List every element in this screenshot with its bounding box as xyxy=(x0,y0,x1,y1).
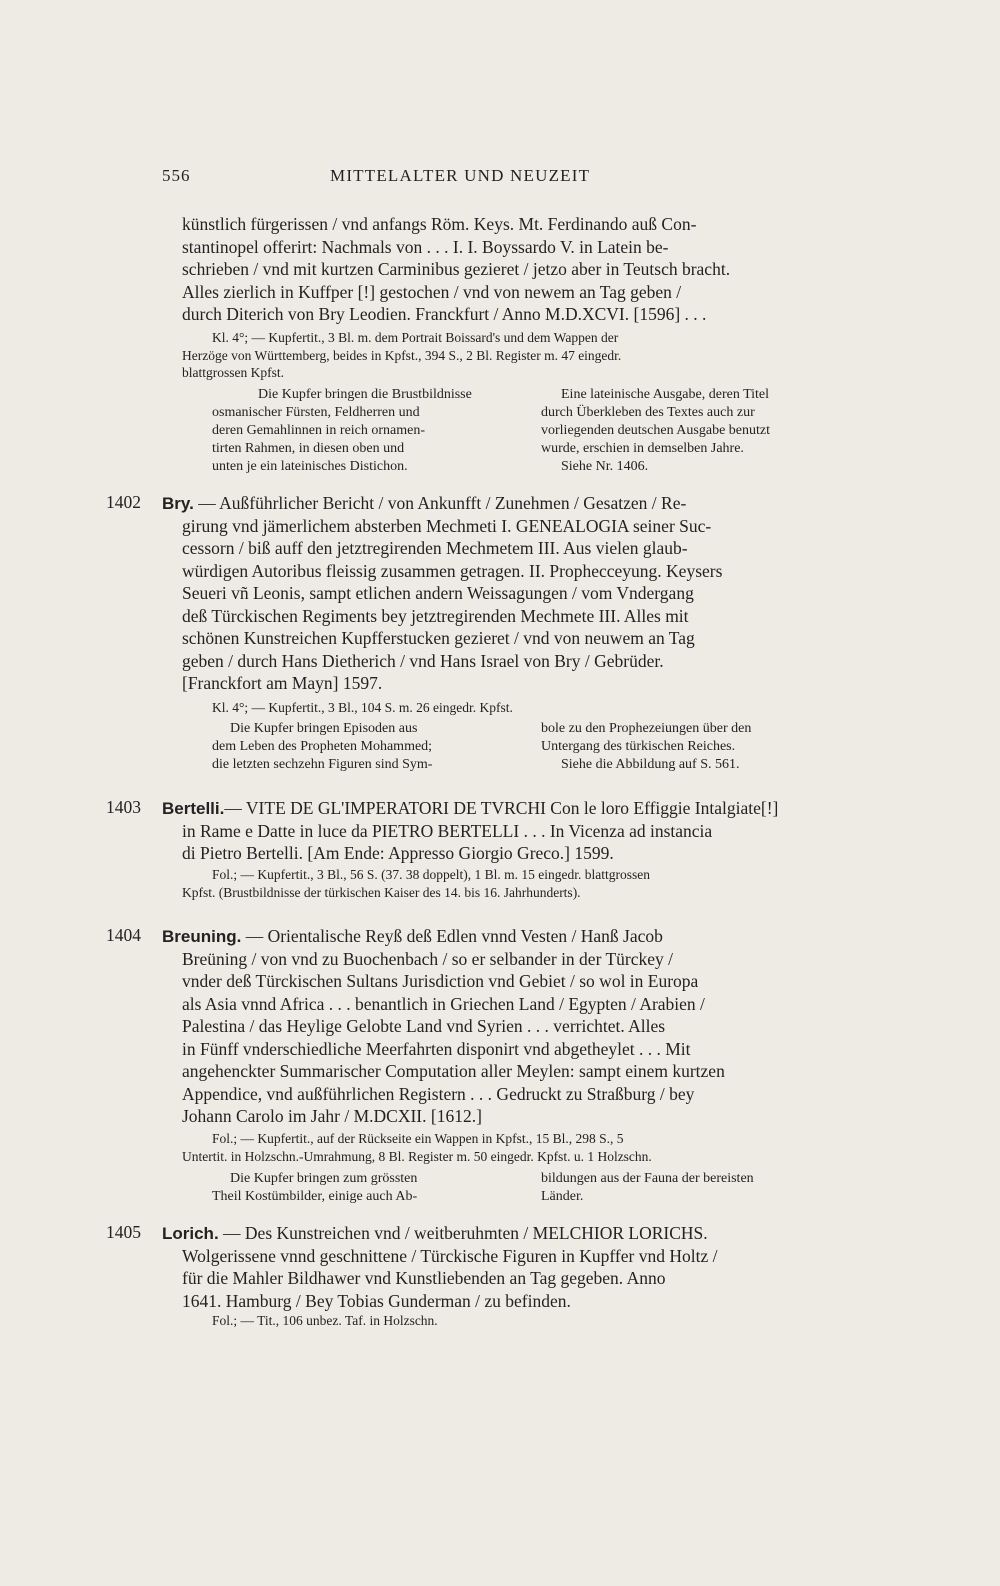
text-line: — Außführlicher Bericht / von Ankunfft / Zunehmen / Gesatzen / Re- xyxy=(198,493,687,513)
text-line: schönen Kunstreichen Kupfferstucken gezieret / vnd von neuwem an Tag xyxy=(182,628,695,648)
text-line: künstlich fürgerissen / vnd anfangs Röm. Keys. Mt. Ferdinando auß Con- xyxy=(182,214,697,234)
entry-1404-note-left xyxy=(212,1170,417,1206)
continued-entry-collation xyxy=(182,329,848,382)
text-line: Eine lateinische Ausgabe, deren Titel xyxy=(561,387,770,402)
entry-number: 1405 xyxy=(106,1222,141,1242)
entry-author: Breuning. xyxy=(162,927,242,946)
text-line: vnder deß Türckischen Sultans Jurisdiction vnd Gebiet / so wol in Europa xyxy=(182,971,699,991)
continued-entry-note-left xyxy=(212,386,472,476)
continued-entry-note-right xyxy=(541,386,770,476)
text-line: würdigen Autoribus fleissig zusammen getragen. II. Prophecceyung. Keysers xyxy=(182,560,723,581)
text-line: — Des Kunstreichen vnd / weitberuhmten / MELCHIOR LORICHS. xyxy=(223,1223,708,1243)
text-line: stantinopel offerirt: Nachmals von . . . I. I. Boyssardo V. in Latein be- xyxy=(182,236,669,257)
text-line: Fol.; — Tit., 106 unbez. Taf. in Holzschn. xyxy=(212,1313,438,1328)
entry-1404-note-right xyxy=(541,1170,754,1206)
text-line: vorliegenden deutschen Ausgabe benutzt xyxy=(541,423,770,438)
text-line: bildungen aus der Fauna der bereisten xyxy=(541,1171,754,1186)
text-line: Länder. xyxy=(541,1189,584,1204)
page-number: 556 xyxy=(162,166,191,185)
running-title: MITTELALTER UND NEUZEIT xyxy=(330,166,591,185)
text-line: [Franckfort am Mayn] 1597. xyxy=(182,673,383,693)
text-line: Johann Carolo im Jahr / M.DCXII. [1612.] xyxy=(182,1106,482,1126)
text-line: dem Leben des Propheten Mohammed; xyxy=(212,739,433,754)
continued-entry-title xyxy=(182,213,848,326)
text-line: di Pietro Bertelli. [Am Ende: Appresso Giorgio Greco.] 1599. xyxy=(182,843,614,863)
text-line: Fol.; — Kupfertit., auf der Rückseite ein Wappen in Kpfst., 15 Bl., 298 S., 5 xyxy=(212,1131,624,1146)
text-line: blattgrossen Kpfst. xyxy=(182,365,284,380)
entry-1402-note-left xyxy=(212,720,432,774)
entry-number: 1402 xyxy=(106,492,141,512)
text-line: unten je ein lateinisches Distichon. xyxy=(212,459,408,474)
text-line: Kl. 4°; — Kupfertit., 3 Bl. m. dem Portrait Boissard's und dem Wappen der xyxy=(212,330,619,345)
entry-1403-title-cont xyxy=(182,820,848,865)
text-line: deren Gemahlinnen in reich ornamen- xyxy=(212,423,426,438)
text-line: Seueri vñ Leonis, sampt etlichen andern Weissagungen / vom Vndergang xyxy=(182,583,694,603)
text-line: cessorn / biß auff den jetztregirenden Mechmetem III. Aus vielen glaub- xyxy=(182,538,688,558)
text-line: die letzten sechzehn Figuren sind Sym- xyxy=(212,757,433,772)
entry-1405-collation xyxy=(182,1312,848,1330)
text-line: Wolgerissene vnnd geschnittene / Türckische Figuren in Kupffer vnd Holtz / xyxy=(182,1245,718,1266)
entry-number: 1404 xyxy=(106,925,141,945)
entry-1402-note-right xyxy=(541,720,751,774)
text-line: schrieben / vnd mit kurtzen Carminibus gezieret / jetzo aber in Teutsch bracht. xyxy=(182,259,731,279)
entry-1404-collation xyxy=(182,1130,848,1165)
text-line: 1641. Hamburg / Bey Tobias Gunderman / zu befinden. xyxy=(182,1290,571,1311)
text-line: Kpfst. (Brustbildnisse der türkischen Kaiser des 14. bis 16. Jahrhunderts). xyxy=(182,884,581,900)
text-line: Die Kupfer bringen zum grössten xyxy=(230,1171,418,1186)
text-line: bole zu den Prophezeiungen über den xyxy=(541,721,752,736)
text-line: tirten Rahmen, in diesen oben und xyxy=(212,441,405,456)
text-line: Siehe die Abbildung auf S. 561. xyxy=(561,757,740,772)
text-line: girung vnd jämerlichem absterben Mechmeti I. GENEALOGIA seiner Suc- xyxy=(182,515,712,536)
text-line: — Orientalische Reyß deß Edlen vnnd Vesten / Hanß Jacob xyxy=(245,926,663,946)
text-line: Breüning / von vnd zu Buochenbach / so er selbander in der Türckey / xyxy=(182,948,673,969)
entry-1403-collation xyxy=(182,866,848,901)
text-line: osmanischer Fürsten, Feldherren und xyxy=(212,405,420,420)
text-line: Kl. 4°; — Kupfertit., 3 Bl., 104 S. m. 26 eingedr. Kpfst. xyxy=(212,700,513,715)
text-line: Die Kupfer bringen Episoden aus xyxy=(230,721,418,736)
text-line: Theil Kostümbilder, einige auch Ab- xyxy=(212,1189,418,1204)
entry-author: Lorich. xyxy=(162,1224,219,1243)
text-line: in Rame e Datte in luce da PIETRO BERTELLI . . . In Vicenza ad instancia xyxy=(182,820,713,841)
text-line: wurde, erschien in demselben Jahre. xyxy=(541,441,744,456)
text-line: durch Diterich von Bry Leodien. Franckfurt / Anno M.D.XCVI. [1596] . . . xyxy=(182,304,707,324)
entry-number: 1403 xyxy=(106,797,141,817)
text-line: geben / durch Hans Dietherich / vnd Hans Israel von Bry / Gebrüder. xyxy=(182,650,664,671)
text-line: Fol.; — Kupfertit., 3 Bl., 56 S. (37. 38 doppelt), 1 Bl. m. 15 eingedr. blattgrossen xyxy=(212,867,650,882)
text-line: Siehe Nr. 1406. xyxy=(561,459,649,474)
text-line: Palestina / das Heylige Gelobte Land vnd Syrien . . . verrichtet. Alles xyxy=(182,1016,666,1036)
entry-1405-title-cont xyxy=(182,1245,848,1313)
text-line: Die Kupfer bringen die Brustbildnisse xyxy=(258,387,472,402)
entry-1404-title-cont xyxy=(182,948,848,1128)
text-line: durch Überkleben des Textes auch zur xyxy=(541,405,755,420)
entry-1402-title-cont xyxy=(182,515,848,695)
entry-author: Bertelli. xyxy=(162,799,225,818)
text-line: — VITE DE GL'IMPERATORI DE TVRCHI Con le loro Effiggie Intalgiate[!] xyxy=(224,798,779,818)
entry-author: Bry. xyxy=(162,494,194,513)
text-line: Herzöge von Württemberg, beides in Kpfst., 394 S., 2 Bl. Register m. 47 eingedr. xyxy=(182,347,622,363)
text-line: Untergang des türkischen Reiches. xyxy=(541,739,736,754)
entry-1403-title xyxy=(162,797,848,821)
text-line: Untertit. in Holzschn.-Umrahmung, 8 Bl. Register m. 50 eingedr. Kpfst. u. 1 Holzschn. xyxy=(182,1148,652,1164)
text-line: angehenckter Summarischer Computation aller Meylen: sampt einem kurtzen xyxy=(182,1061,725,1081)
text-line: deß Türckischen Regiments bey jetztregirenden Mechmete III. Alles mit xyxy=(182,605,689,626)
entry-1402-collation xyxy=(182,699,848,717)
entry-1402-title xyxy=(162,492,848,516)
text-line: Appendice, vnd außführlichen Registern . . . Gedruckt zu Straßburg / bey xyxy=(182,1083,695,1104)
entry-1404-title xyxy=(162,925,848,949)
entry-1405-title xyxy=(162,1222,848,1246)
text-line: Alles zierlich in Kuffper [!] gestochen / vnd von newem an Tag geben / xyxy=(182,281,682,302)
text-line: für die Mahler Bildhawer vnd Kunstliebenden an Tag gegeben. Anno xyxy=(182,1268,666,1288)
text-line: als Asia vnnd Africa . . . benantlich in Griechen Land / Egypten / Arabien / xyxy=(182,993,705,1014)
text-line: in Fünff vnderschiedliche Meerfahrten disponirt vnd abgetheylet . . . Mit xyxy=(182,1038,691,1059)
